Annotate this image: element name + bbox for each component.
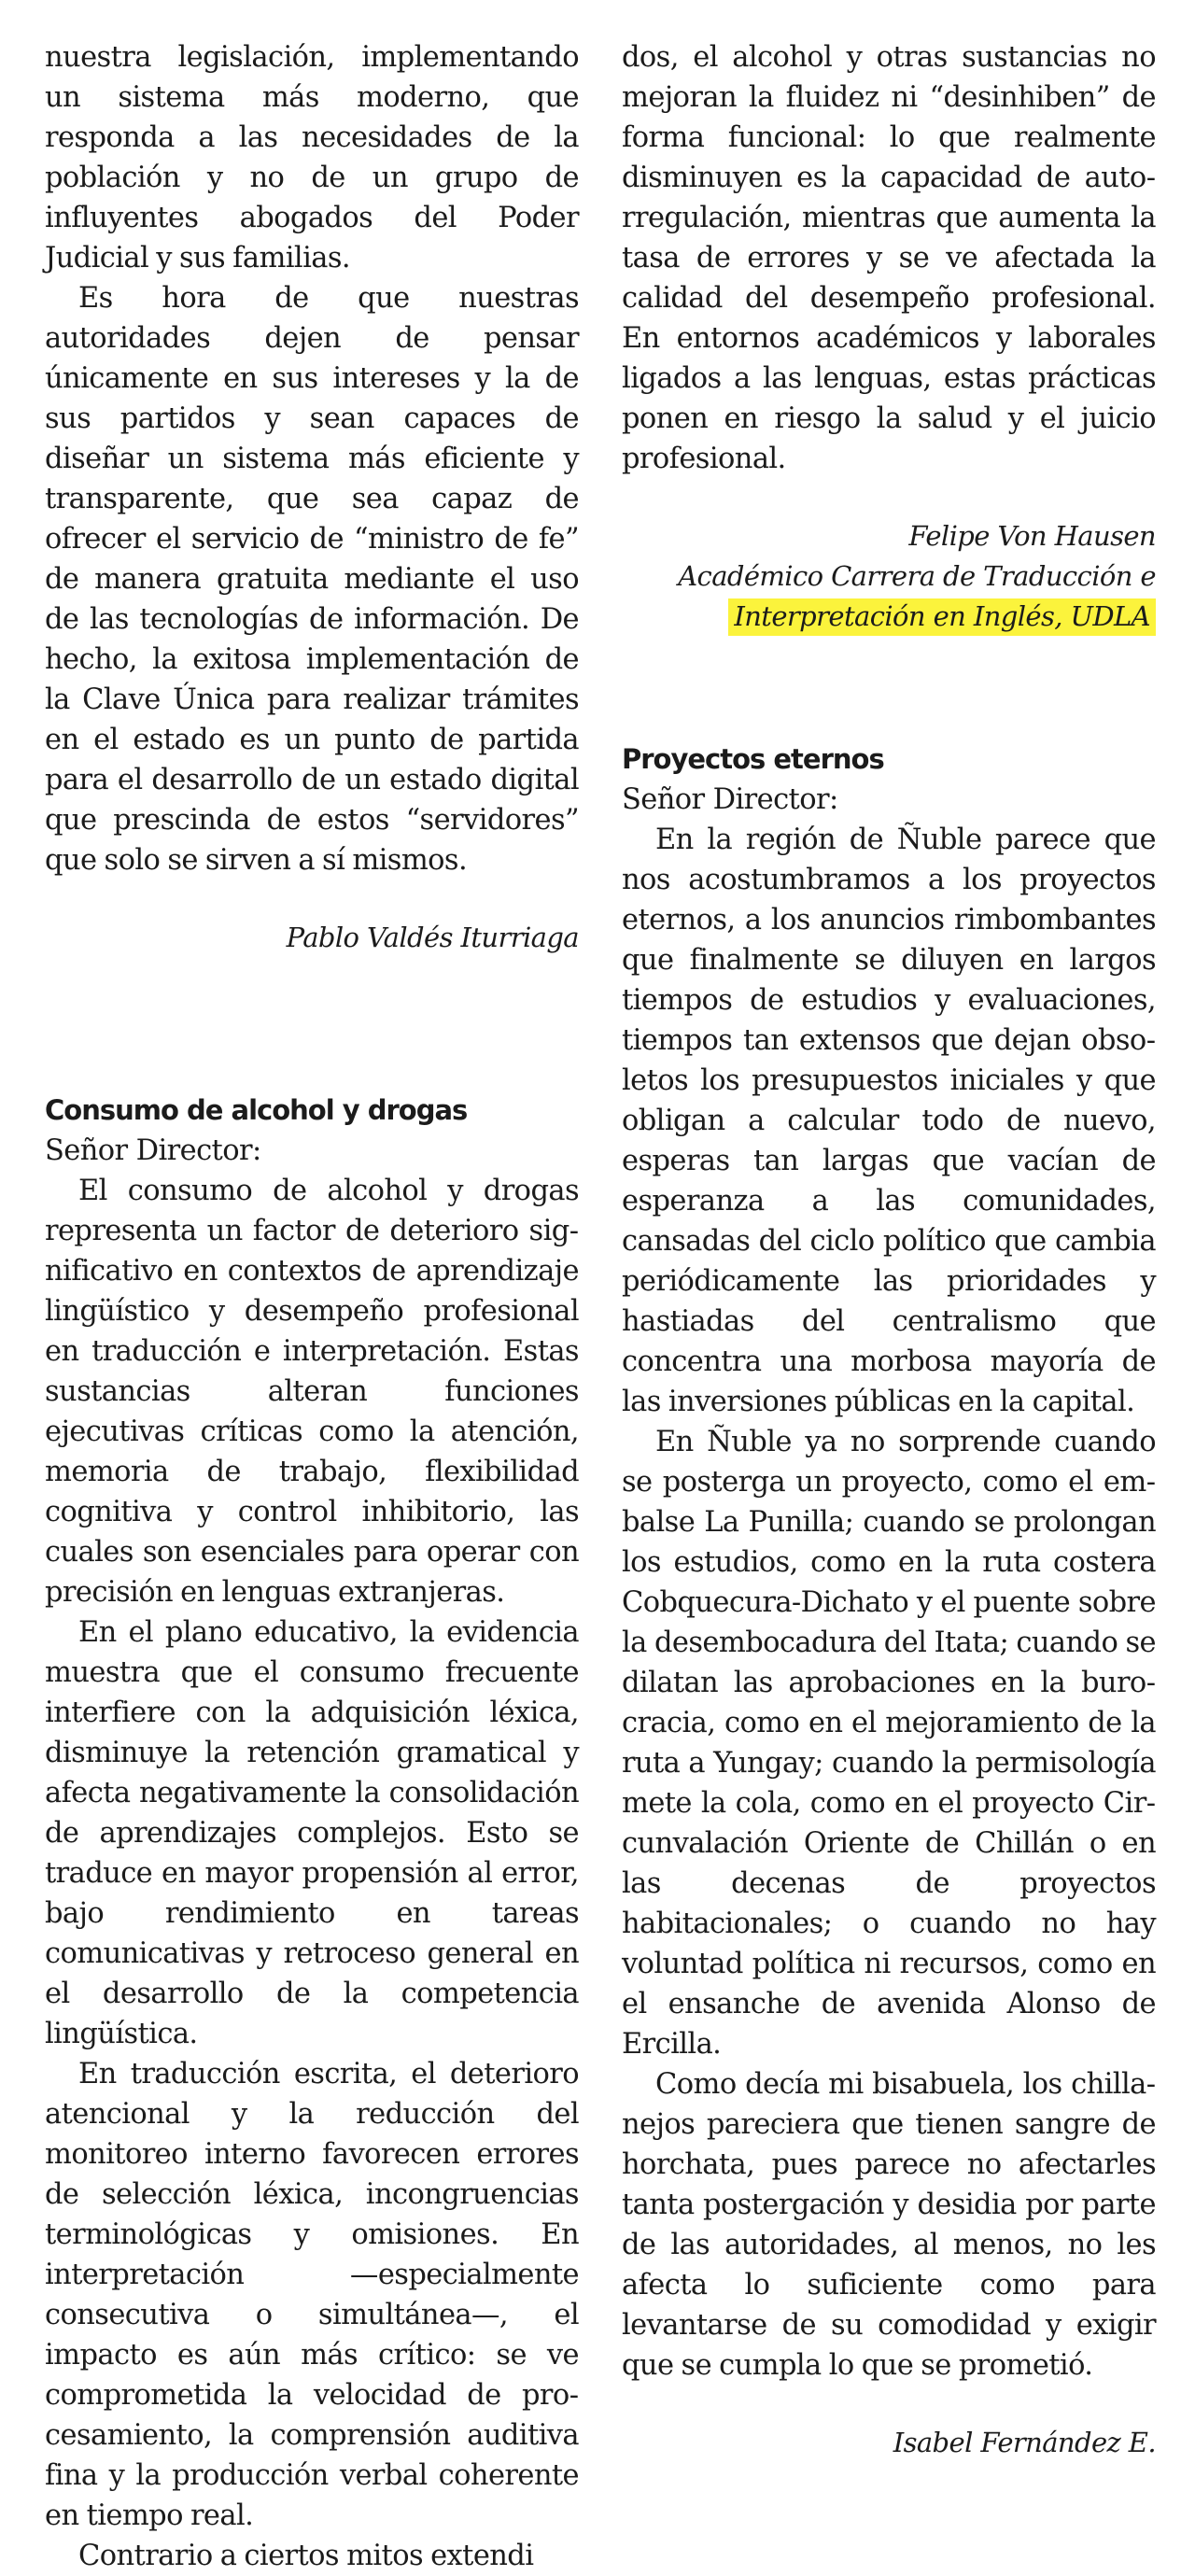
left-column — [45, 37, 579, 2576]
letter-paragraph: En Ñuble ya no sorprende cuando se posterga un proyecto, como el embalse La Punilla; cuando se prolongan los estudios, como en la ruta costera Cobquecura-Dichato y el puente sobre la desembocadura del Itata; cuando se dilatan las aprobaciones en la burocracia, como en el mejoramiento de la ruta a Yungay; cuando la permisología mete la cola, como en el proyecto Circunvalación Oriente de Chillán o en las decenas de proyectos habitacionales; o cuando no hay voluntad política ni recursos, como en el ensanche de avenida Alonso de Ercilla. — [622, 1426, 1156, 2061]
letter-salutation: Señor Director: — [622, 783, 838, 816]
letter-paragraph: El consumo de alcohol y drogas representa un factor de deterioro significativo en contextos de aprendizaje lingüístico y desempeño profesional en traducción e interpretación. Estas sustancias alteran funciones ejecutivas críticas como la atención, memoria de trabajo, flexibilidad cognitiva y control inhibitorio, las cuales son esenciales para operar con precisión en lenguas extranjeras. — [45, 1175, 579, 1609]
signature-isabel-fernandez: Isabel Fernández E. — [893, 2427, 1156, 2458]
letter-paragraph: En traducción escrita, el deterioro atencional y la reducción del monitoreo interno favorecen errores de selección léxica, incongruencias terminológicas y omisiones. En interpretación —especialmente consecutiva o simultánea—, el impacto es aún más crítico: se ve comprometida la velocidad de procesamiento, la comprensión auditiva fina y la producción verbal coherente en tiempo real. — [45, 2058, 579, 2532]
letter-salutation: Señor Director: — [45, 1134, 261, 1167]
continuation-paragraph: dos, el alcohol y otras sustancias no mejoran la fluidez ni “desinhiben” de forma funcional: lo que realmente disminuyen es la capacidad de autorregulación, mientras que aumenta la tasa de errores y se ve afectada la calidad del desempeño profesional. En entornos académicos y laborales ligados a las lenguas, estas prácticas ponen en riesgo la salud y el juicio profesional. — [622, 41, 1156, 475]
letter-paragraph: Contrario a ciertos mitos extendi — [78, 2540, 534, 2572]
signature-name: Felipe Von Hausen — [908, 520, 1156, 552]
right-column — [622, 37, 1156, 2463]
signature-pablo-valdes: Pablo Valdés Iturriaga — [286, 922, 579, 953]
letter-title-alcohol: Consumo de alcohol y drogas — [45, 1094, 468, 1126]
intro-paragraph: nuestra legislación, implementando un sistema más moderno, que responda a las necesidades de la población y no de un grupo de influyentes abogados del Poder Judicial y sus familias. — [45, 41, 579, 274]
letter-paragraph: En la región de Ñuble parece que nos acostumbramos a los proyectos eternos, a los anuncios rimbombantes que finalmente se diluyen en largos tiempos de estudios y evaluaciones, tiempos tan extensos que dejan obsoletos los presupuestos iniciales y que obligan a calcular todo de nuevo, esperas tan largas que vacían de esperanza a las comunidades, cansadas del ciclo político que cambia periódicamente las prioridades y hastiadas del centralismo que concentra una morbosa mayoría de las inversiones públicas en la capital. — [622, 823, 1156, 1418]
letter-paragraph: En el plano educativo, la evidencia muestra que el consumo frecuente interfiere con la adquisición léxica, disminuye la retención gramatical y afecta negativamente la consolidación de aprendizajes complejos. Esto se traduce en mayor propensión al error, bajo rendimiento en tareas comunicativas y retroceso general en el desarrollo de la competencia lingüística. — [45, 1616, 579, 2050]
signature-role: Académico Carrera de Traducción e — [678, 560, 1156, 592]
letter-title-proyectos: Proyectos eternos — [622, 743, 884, 775]
intro-paragraph: Es hora de que nuestras autoridades dejen de pensar únicamente en sus intereses y la de sus partidos y sean capaces de diseñar un sistema más eficiente y transparente, que sea capaz de ofrecer el servicio de “ministro de fe” de manera gratuita mediante el uso de las tecnologías de información. De hecho, la exitosa implementación de la Clave Única para realizar trámites en el estado es un punto de partida para el desarrollo de un estado digital que prescinda de estos “servidores” que solo se sirven a sí mismos. — [45, 282, 579, 877]
highlighted-affiliation: Interpretación en Inglés, UDLA — [728, 598, 1156, 636]
letter-paragraph: Como decía mi bisabuela, los chillanejos pareciera que tienen sangre de horchata, pues parece no afectarles tanta postergación y desidia por parte de las autoridades, al menos, no les afecta lo suficiente como para levantarse de su comodidad y exigir que se cumpla lo que se prometió. — [622, 2068, 1156, 2382]
signature-role-highlighted — [622, 597, 1156, 637]
